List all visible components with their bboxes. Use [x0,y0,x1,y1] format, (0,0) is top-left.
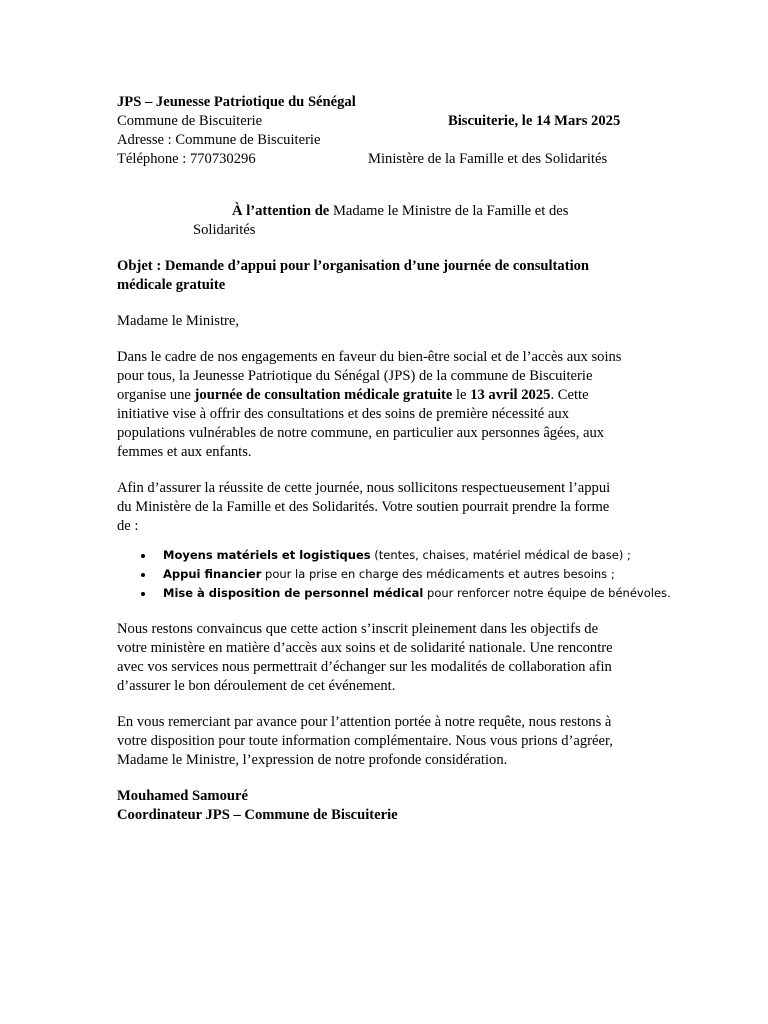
attention-text: Madame le Ministre de la Famille et des [329,203,569,219]
bullet-icon [141,592,145,596]
subject-line-2: médicale gratuite [117,277,226,293]
list-item: Moyens matériels et logistiques (tentes, chaises, matériel médical de base) ; [117,546,662,565]
bullet-icon [141,573,145,577]
salutation: Madame le Ministre, [117,313,239,329]
subject-line-1: Objet : Demande d’appui pour l’organisation d’une journée de consultation [117,258,590,274]
subject [117,257,662,295]
attention-text-2: Solidarités [193,222,256,238]
paragraph-1: Dans le cadre de nos engagements en faveur du bien-être social et de l’accès aux soins pour tous, la Jeunesse Patriotique du Sénégal (JPS) de la commune de Biscuiterie organise une journée de consultation médicale gratuite le 13 avril 2025. Cette initiative vise à offrir des consultations et des soins de première nécessité aux populations vulnérables de notre commune, en particulier aux personnes âgées, aux femmes et aux enfants. [117,349,622,460]
paragraph-3: Nous restons convaincus que cette action s’inscrit pleinement dans les objectifs de votre ministère en matière d’accès aux soins et de solidarité nationale. Une rencontre avec vos services nous permettrait d’échanger sur les modalités de collaboration afin d’assurer le bon déroulement de cet événement. [117,621,613,694]
telephone: Téléphone : 770730296 [117,151,256,167]
signatory-name: Mouhamed Samouré [117,788,248,804]
signatory-title: Coordinateur JPS – Commune de Biscuiterie [117,807,398,823]
event-name: journée de consultation médicale gratuite [194,387,453,403]
bullet-icon [141,554,145,558]
letterhead [117,93,662,169]
address: Adresse : Commune de Biscuiterie [117,132,321,148]
recipient: Ministère de la Famille et des Solidarités [368,151,608,167]
attention-line [117,202,662,221]
support-list [117,546,671,603]
paragraph-2: Afin d’assurer la réussite de cette journée, nous sollicitons respectueusement l’appui du Ministère de la Famille et des Solidarités. Votre soutien pourrait prendre la forme de : [117,480,611,534]
attention-label: À l’attention de [232,203,330,219]
letter [117,93,671,825]
paragraph-4: En vous remerciant par avance pour l’attention portée à notre requête, nous restons à votre disposition pour toute information complémentaire. Nous vous prions d’agréer, Madame le Ministre, l’expression de notre profonde considération. [117,714,613,768]
org-name: JPS – Jeunesse Patriotique du Sénégal [117,94,356,110]
signature [117,787,662,825]
event-date: 13 avril 2025 [470,387,551,403]
commune: Commune de Biscuiterie [117,113,263,129]
letter-date: Biscuiterie, le 14 Mars 2025 [448,113,621,129]
list-item: Appui financier pour la prise en charge des médicaments et autres besoins ; [117,565,662,584]
list-item: Mise à disposition de personnel médical pour renforcer notre équipe de bénévoles. [117,584,662,603]
